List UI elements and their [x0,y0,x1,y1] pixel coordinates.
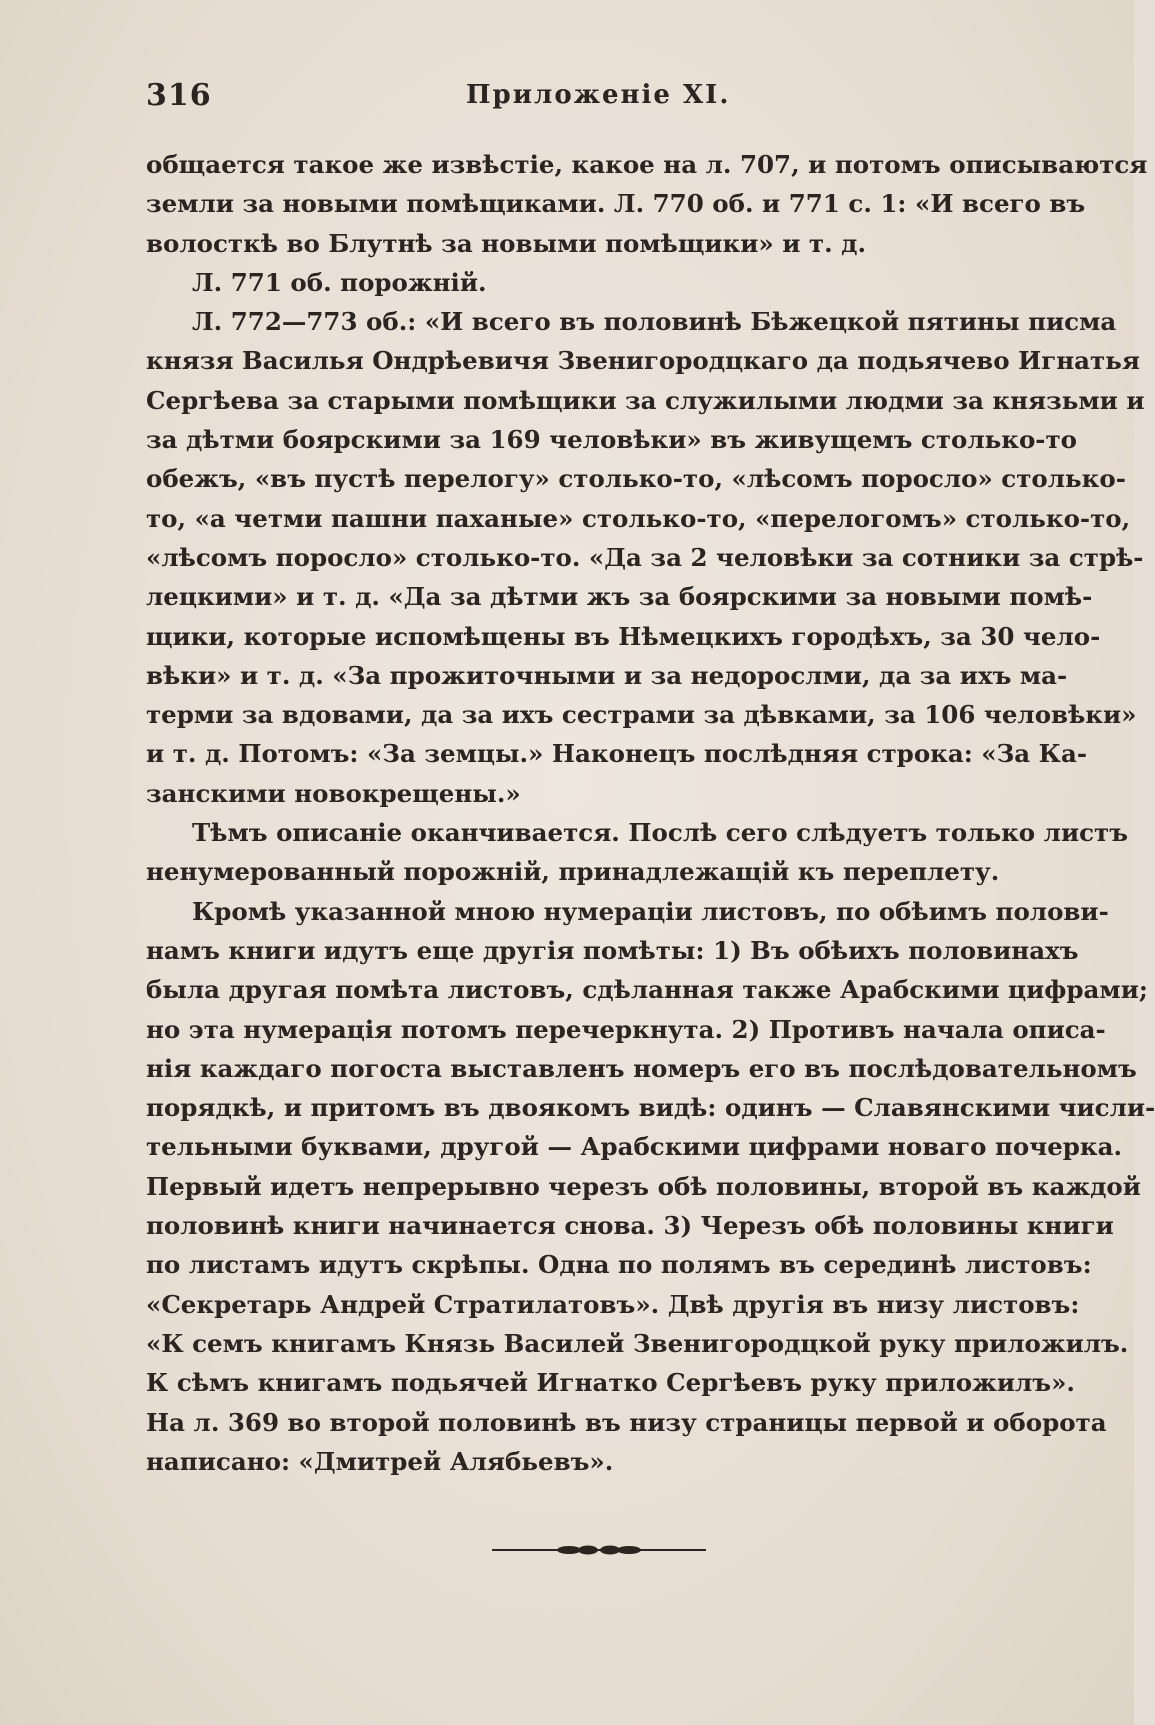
text-line: князя Василья Ондрѣевичя Звенигородцкаго да подьячево Игнатья [146,346,1140,376]
text-line: Кромѣ указанной мною нумераціи листовъ, по обѣимъ полови- [192,896,1109,926]
text-line: щики, которые испомѣщены въ Нѣмецкихъ городѣхъ, за 30 чело- [146,621,1101,651]
text-line: половинѣ книги начинается снова. 3) Черезъ обѣ половины книги [146,1211,1114,1241]
text-line: земли за новыми помѣщиками. Л. 770 об. и 771 с. 1: «И всего въ [146,189,1086,219]
text-line: занскими новокрещены.» [146,778,521,808]
text-line: была другая помѣта листовъ, сдѣланная также Арабскими цифрами; [146,975,1148,1005]
text-line: Сергѣева за старыми помѣщики за служилыми людми за князьми и [146,385,1145,415]
text-line: за дѣтми боярскими за 169 человѣки» въ живущемъ столько-то [146,425,1077,455]
text-line: «К семъ книгамъ Князь Василей Звенигородцкой руку приложилъ. [146,1328,1129,1358]
page-number: 316 [146,78,212,113]
text-line: «Секретарь Андрей Стратилатовъ». Двѣ другія въ низу листовъ: [146,1289,1080,1319]
text-line: К сѣмъ книгамъ подьячей Игнатко Сергѣевъ руку приложилъ». [146,1368,1075,1398]
text-line: Л. 772—773 об.: «И всего въ половинѣ Бѣжецкой пятины писма [192,307,1117,337]
text-line: волосткѣ во Блутнѣ за новыми помѣщики» и т. д. [146,228,867,258]
text-line: обежъ, «въ пустѣ перелогу» столько-то, «лѣсомъ поросло» столько- [146,464,1126,494]
text-line: нія каждаго погоста выставленъ номеръ его въ послѣдовательномъ [146,1053,1137,1083]
text-line: Л. 771 об. порожній. [192,267,487,297]
text-line: ненумерованный порожній, принадлежащій къ переплету. [146,857,1000,887]
running-title: Приложеніе XI. [466,80,731,110]
text-line: по листамъ идутъ скрѣпы. Одна по полямъ въ серединѣ листовъ: [146,1250,1092,1280]
text-line: На л. 369 во второй половинѣ въ низу страницы первой и оборота [146,1407,1107,1437]
text-line: терми за вдовами, да за ихъ сестрами за дѣвками, за 106 человѣки» [146,700,1137,730]
text-line: тельными буквами, другой — Арабскими цифрами новаго почерка. [146,1132,1123,1162]
text-line: порядкѣ, и притомъ въ двоякомъ видѣ: одинъ — Славянскими числи- [146,1093,1155,1123]
text-line: но эта нумерація потомъ перечеркнута. 2) Противъ начала описа- [146,1014,1106,1044]
body-text [146,145,1155,1481]
page-header [146,78,1054,118]
text-line: Первый идетъ непрерывно черезъ обѣ половины, второй въ каждой [146,1171,1141,1201]
text-line: то, «а четми пашни паханые» столько-то, «перелогомъ» столько-то, [146,503,1131,533]
text-line: намъ книги идутъ еще другія помѣты: 1) Въ обѣихъ половинахъ [146,935,1079,965]
text-line: и т. д. Потомъ: «За земцы.» Наконецъ послѣдняя строка: «За Ка- [146,739,1088,769]
text-line: общается такое же извѣстіе, какое на л. 707, и потомъ описываются [146,150,1148,179]
ornamental-rule-icon [492,1544,706,1556]
text-line: написано: «Дмитрей Алябьевъ». [146,1446,614,1476]
text-line: Тѣмъ описаніе оканчивается. Послѣ сего слѣдуетъ только листъ [192,818,1129,848]
text-line: вѣки» и т. д. «За прожиточными и за недорослми, да за ихъ ма- [146,660,1068,690]
text-line: «лѣсомъ поросло» столько-то. «Да за 2 человѣки за сотники за стрѣ- [146,542,1144,572]
text-line: лецкими» и т. д. «Да за дѣтми жъ за боярскими за новыми помѣ- [146,582,1093,612]
